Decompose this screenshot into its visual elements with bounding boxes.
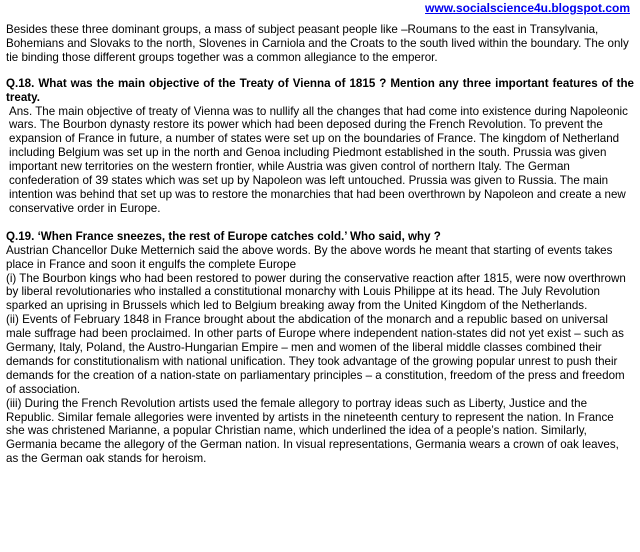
intro-paragraph: Besides these three dominant groups, a mass of subject peasant people like –Roumans to the east in Transylvania, Bohemians and Slovaks to the north, Slovenes in Carniola and the Croats to the south lived within the boundary. The only tie binding those different groups together was a common allegiance to the emperor. [6, 23, 629, 64]
question-19-point-2: (ii) Events of February 1848 in France brought about the abdication of the monarch and a republic based on universal male suffrage had been proclaimed. In other parts of Europe where independent nation-states did not yet exist – such as Germany, Italy, Poland, the Austro-Hungarian Empire – men and women of the liberal middle classes combined their demands for constitutionalism with national unification. They took advantage of the growing popular unrest to push their demands for the creation of a nation-state on parliamentary principles – a constitution, freedom of the press and freedom of association. [6, 313, 625, 396]
question-18-heading: Q.18. What was the main objective of the Treaty of Vienna of 1815 ? Mention any three important features of the treaty. [6, 76, 634, 104]
document-page [6, 0, 634, 466]
question-19-point-3: (iii) During the French Revolution artists used the female allegory to portray ideas such as Liberty, Justice and the Republic. Similar female allegories were invented by artists in the nineteenth century to represent the nation. In France she was christened Marianne, a popular Christian name, which underlined the idea of a people’s nation. Similarly, Germania became the allegory of the German nation. In visual representations, Germania wears a crown of oak leaves, as the German oak stands for heroism. [6, 396, 619, 466]
question-19-answer-intro: Austrian Chancellor Duke Metternich said the above words. By the above words he meant that starting of events takes place in France and soon it engulfs the complete Europe [6, 243, 613, 271]
site-link[interactable]: www.socialscience4u.blogspot.com [425, 1, 630, 15]
question-19-point-1: (i) The Bourbon kings who had been restored to power during the conservative reaction after 1815, were now overthrown by liberal revolutionaries who installed a constitutional monarchy with Louis Philippe at its head. The July Revolution sparked an uprising in Brussels which led to Belgium breaking away from the United Kingdom of the Netherlands. [6, 271, 626, 313]
question-18-answer: Ans. The main objective of treaty of Vienna was to nullify all the changes that had come into existence during Napoleonic wars. The Bourbon dynasty restore its power which had been deposed during the French Revolution. To prevent the expansion of France in future, a number of states were set up on the boundaries of France. The kingdom of Netherland including Belgium was set up in the north and Genoa including Piedmont established in the south. Prussia was given important new territories on the western frontier, while Austria was given control of northern Italy. The German confederation of 39 states which was set up by Napoleon was left untouched. Prussia was given to Russia. The main intention was behind that set up was to restore the monarchies that had been overthrown by Napoleon and create a new conservative order in Europe. [9, 104, 628, 215]
question-19-heading: Q.19. ‘When France sneezes, the rest of Europe catches cold.’ Who said, why ? [6, 229, 441, 243]
